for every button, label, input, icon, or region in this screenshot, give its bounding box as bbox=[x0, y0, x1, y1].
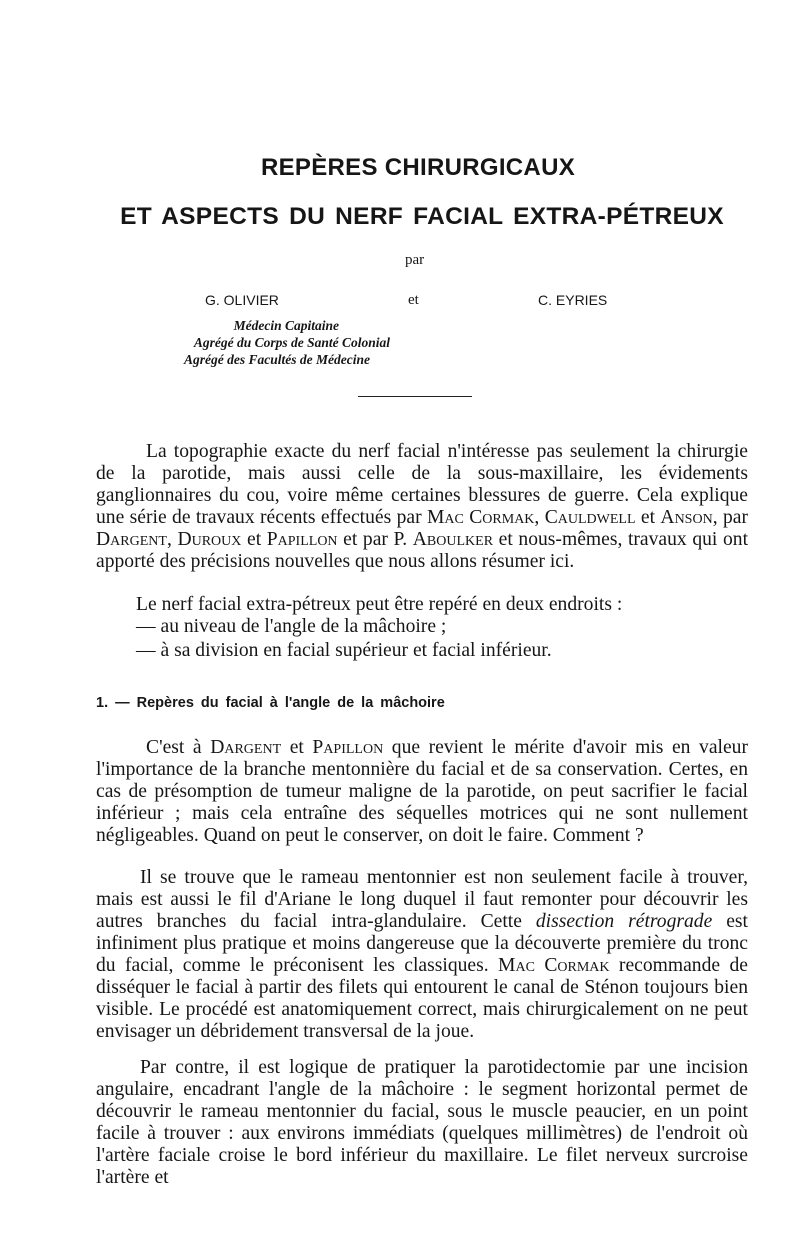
separator-rule bbox=[358, 396, 472, 397]
paragraph-dargent: C'est à Dargent et Papillon que revient le mérite d'avoir mis en valeur l'importance de la branche mentonnière du facial et de sa conservation. Certes, en cas de présomption de tumeur maligne de la parotide, on peut sacrifier le facial inférieur ; mais cela entraîne des séquelles motrices qui ne sont nullement négligeables. Quand on peut le conserver, on doit le faire. Comment ? bbox=[96, 737, 748, 846]
paragraph-intro: La topographie exacte du nerf facial n'intéresse pas seulement la chirurgie de la parotide, mais aussi celle de la sous-maxillaire, les évidements ganglionnaires du cou, voire même certaines blessures de guerre. Cela explique une série de travaux récents effectués par Mac Cormak, Cauldwell et Anson, par Dargent, Duroux et Papillon et par P. Aboulker et nous-mêmes, travaux qui ont apporté des précisions nouvelles que nous allons résumer ici. bbox=[96, 441, 749, 572]
author-conjunction: et bbox=[408, 292, 419, 308]
title-line-2: ET ASPECTS DU NERF FACIAL EXTRA-PÉTREUX bbox=[120, 203, 724, 230]
title-line-1: REPÈRES CHIRURGICAUX bbox=[260, 154, 576, 181]
list-item: — au niveau de l'angle de la mâchoire ; bbox=[136, 616, 447, 637]
section-heading-1: 1. — Repères du facial à l'angle de la mâchoire bbox=[96, 695, 445, 711]
author-olivier: G. OLIVIER bbox=[205, 292, 279, 308]
affiliation-1: Médecin Capitaine bbox=[233, 318, 339, 333]
author-eyries: C. EYRIES bbox=[538, 292, 608, 308]
affiliation-3: Agrégé des Facultés de Médecine bbox=[184, 352, 370, 367]
paragraph-parotidectomy: Par contre, il est logique de pratiquer la parotidectomie par une incision angulaire, encadrant l'angle de la mâchoire : le segment horizontal permet de découvrir le rameau mentonnier du facial, sous le muscle peaucier, en un point facile à trouver : aux environs immédiats (quelques millimètres) de l'endroit où l'artère faciale croise le bord inférieur du maxillaire. Le filet nerveux surcroise l'artère et bbox=[96, 1057, 748, 1188]
affiliation-2: Agrégé du Corps de Santé Colonial bbox=[193, 335, 390, 350]
byline-par: par bbox=[405, 252, 425, 268]
paragraph-two-locations: Le nerf facial extra-pétreux peut être repéré en deux endroits : bbox=[136, 594, 623, 615]
paragraph-retrograde-dissection: Il se trouve que le rameau mentonnier est non seulement facile à trouver, mais est aussi le fil d'Ariane le long duquel il faut remonter pour découvrir les autres branches du facial intra-glandulaire. Cette dissection rétrograde est infiniment plus pratique et moins dangereuse que la découverte première du tronc du facial, comme le préconisent les classiques. Mac Cormak recommande de disséquer le facial à partir des filets qui entourent le canal de Sténon toujours bien visible. Le procédé est anatomiquement correct, mais chirurgicalement on ne peut envisager un débridement transversal de la joue. bbox=[96, 867, 748, 1042]
list-item: — à sa division en facial supérieur et facial inférieur. bbox=[136, 640, 552, 661]
